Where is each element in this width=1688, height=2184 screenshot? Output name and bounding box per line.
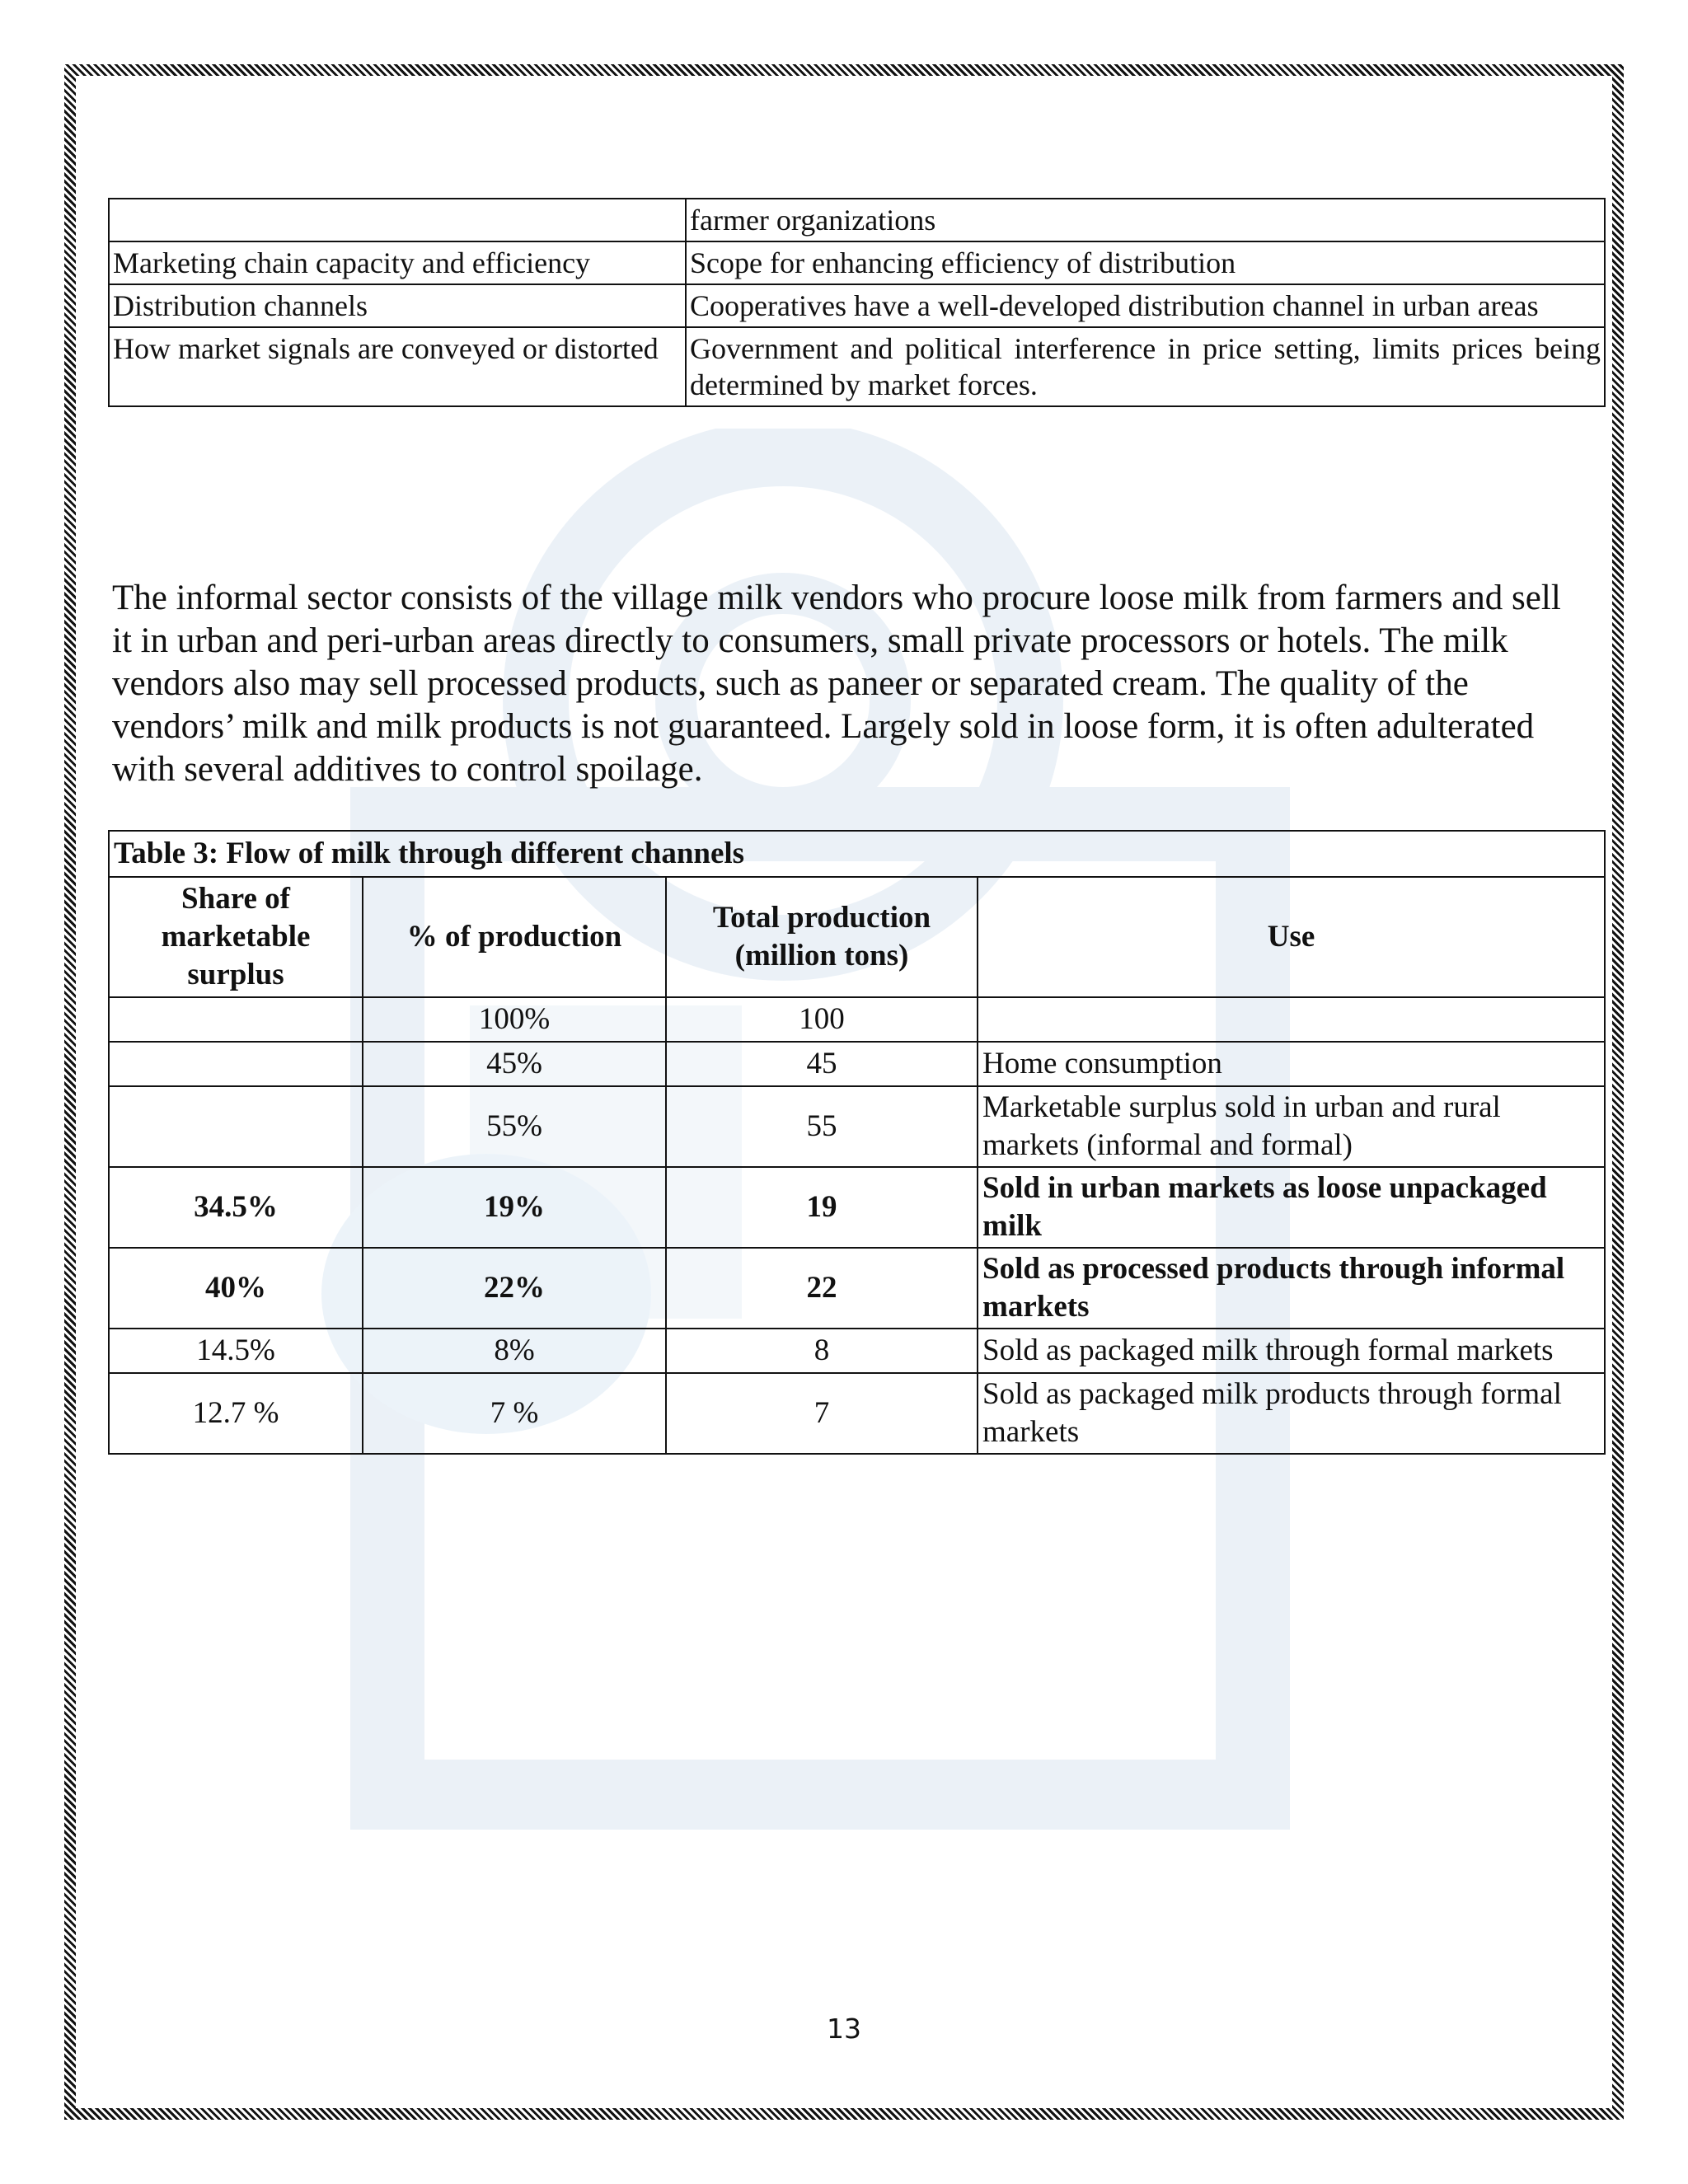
table-cell: 22 [666, 1248, 978, 1329]
table-cell: Distribution channels [109, 284, 686, 327]
table-cell: 8% [363, 1329, 666, 1373]
page-number: 13 [827, 2013, 861, 2045]
table-caption-row [109, 831, 1605, 877]
table-cell: Sold as processed products through informal markets [978, 1248, 1605, 1329]
table-cell: farmer organizations [686, 199, 1605, 241]
table-cell: 100 [666, 997, 978, 1042]
table-row [109, 1329, 1605, 1373]
table-cell: 40% [109, 1248, 363, 1329]
table-cell [109, 997, 363, 1042]
table-cell: 7 % [363, 1373, 666, 1454]
table-cell: 45 [666, 1042, 978, 1086]
table-cell: 55 [666, 1086, 978, 1167]
table-row [109, 1373, 1605, 1454]
table-cell: Home consumption [978, 1042, 1605, 1086]
table-cell: Marketing chain capacity and efficiency [109, 241, 686, 284]
table-cell: 19% [363, 1167, 666, 1248]
table-cell: Government and political interference in price setting, limits prices being determined by market forces. [686, 327, 1605, 406]
table-cell: Marketable surplus sold in urban and rural markets (informal and formal) [978, 1086, 1605, 1167]
table-row [109, 199, 1605, 241]
table-cell [109, 199, 686, 241]
table-cell: 100% [363, 997, 666, 1042]
column-header: Share of marketable surplus [109, 877, 363, 997]
table-caption: Table 3: Flow of milk through different channels [109, 831, 1605, 877]
table-cell: Sold as packaged milk through formal markets [978, 1329, 1605, 1373]
table-cell: 22% [363, 1248, 666, 1329]
table-cell: 55% [363, 1086, 666, 1167]
table-cell: Sold in urban markets as loose unpackaged milk [978, 1167, 1605, 1248]
table-cell: 8 [666, 1329, 978, 1373]
table-cell: 45% [363, 1042, 666, 1086]
table-cell: Cooperatives have a well-developed distribution channel in urban areas [686, 284, 1605, 327]
table-row [109, 327, 1605, 406]
table-row [109, 284, 1605, 327]
table-row [109, 1042, 1605, 1086]
milk-flow-table [108, 830, 1606, 1455]
informal-sector-paragraph: The informal sector consists of the village milk vendors who procure loose milk from farmers and sell it in urban and peri-urban areas directly to consumers, small private processors or hotels. The milk vendors also may sell processed products, such as paneer or separated cream. The quality of the vendors’ milk and milk products is not guaranteed. Largely sold in loose form, it is often adulterated with several additives to control spoilage. [112, 579, 1561, 789]
column-header: % of production [363, 877, 666, 997]
table-cell: How market signals are conveyed or distorted [109, 327, 686, 406]
attributes-table [108, 198, 1606, 407]
table-cell: 14.5% [109, 1329, 363, 1373]
column-header: Total production (million tons) [666, 877, 978, 997]
table-cell [109, 1086, 363, 1167]
table-cell: 19 [666, 1167, 978, 1248]
table-row [109, 1086, 1605, 1167]
table-row [109, 241, 1605, 284]
column-header: Use [978, 877, 1605, 997]
table-cell [978, 997, 1605, 1042]
table-cell: 12.7 % [109, 1373, 363, 1454]
table-cell: Sold as packaged milk products through formal markets [978, 1373, 1605, 1454]
table-row [109, 1248, 1605, 1329]
table-cell [109, 1042, 363, 1086]
table-row [109, 997, 1605, 1042]
table-cell: 34.5% [109, 1167, 363, 1248]
table-cell: Scope for enhancing efficiency of distribution [686, 241, 1605, 284]
table-header-row [109, 877, 1605, 997]
table-cell: 7 [666, 1373, 978, 1454]
table-row [109, 1167, 1605, 1248]
